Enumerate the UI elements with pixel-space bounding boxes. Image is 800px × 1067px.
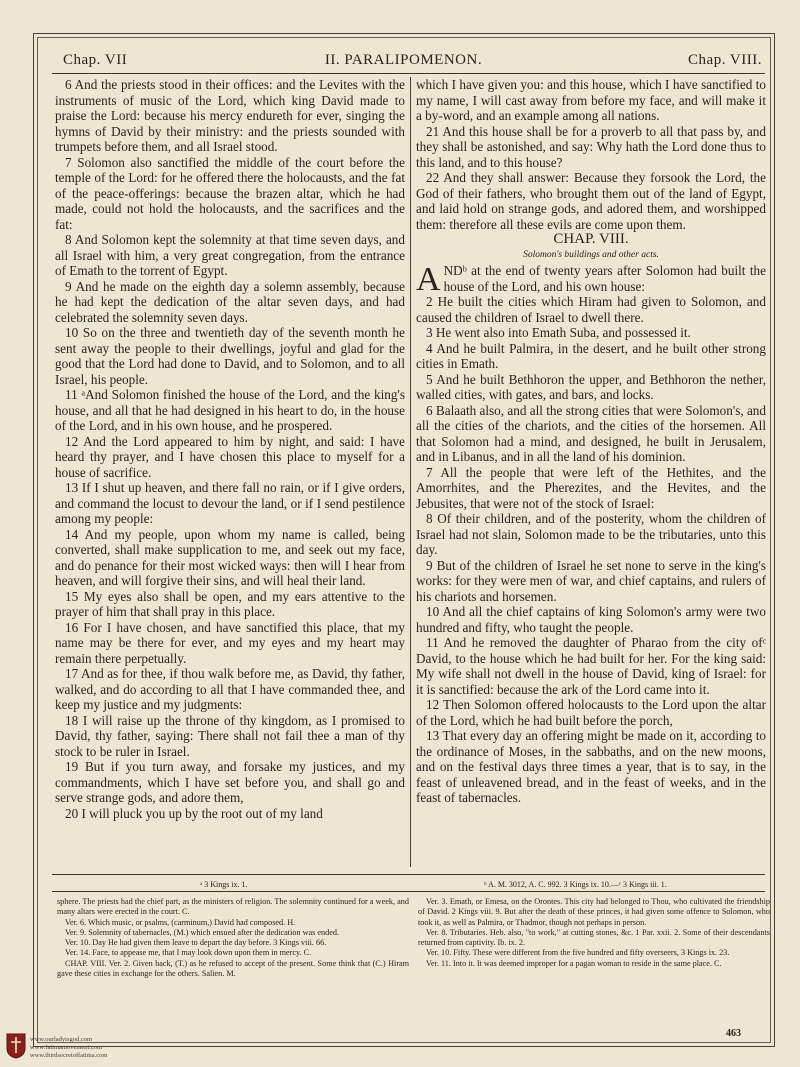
column-divider <box>410 77 411 867</box>
verse: 12 And the Lord appeared to him by night, and said: I have heard thy prayer, and I have chosen this place to myself for a house of sacrifice. <box>55 433 405 480</box>
footnote: CHAP. VIII. Ver. 2. Given back, (T.) as he refused to accept of the present. Some think that (C.) Hiram gave these cities in exchange for the others. Salien. M. <box>57 958 409 979</box>
chapter-first-verse <box>416 261 766 298</box>
footnote: sphere. The priests had the chief part, as the ministers of religion. The solemnity continued for a week, and many altars were erected in the court. C. <box>57 897 409 917</box>
verse: 19 But if you turn away, and forsake my justices, and my commandments, which I have set before you, and shall go and serve strange gods, and adore them, <box>55 759 405 805</box>
verse: 3 He went also into Emath Suba, and possessed it. <box>426 325 691 340</box>
cross-reference-right: ᵇ A. M. 3012, A. C. 992. 3 Kings ix. 10.—ᶜ 3 Kings iii. 1. <box>484 880 667 889</box>
verse: 14 And my people, upon whom my name is called, being converted, shall make supplication to me, and seek out my face, and do penance for their most wicked ways: then will I hear from heaven, and will forgive their sins, and will heal their land. <box>55 526 405 588</box>
verse: 7 Solomon also sanctified the middle of the court before the temple of the Lord: for he offered there the holocausts, and the fat of the peace-offerings: because the brazen altar, which he had made, could not hold the holocausts, and the sacrifices and the fat: <box>55 154 405 232</box>
verse: 16 For I have chosen, and have sanctified this place, that my name may be there for ever, and my eyes and my heart may remain there perpetually. <box>55 619 405 666</box>
verse: 18 I will raise up the throne of thy kingdom, as I promised to David, thy father, saying: There shall not fail thee a man of thy stock to be ruler in Israel. <box>55 712 405 759</box>
verse: 6 Balaath also, and all the strong cities that were Solomon's, and all the cities of the chariots, and the cities of the horsemen. All that Solomon had a mind, and designed, he built in Jerusalem, and in Libanus, and in all the land of his dominion. <box>416 402 766 464</box>
verse: 20 I will pluck you up by the root out of my land <box>65 805 323 821</box>
verse: 11 And he removed the daughter of Pharao from the city ofᶜ David, to the house which he had built for her. For the king said: My wife shall not dwell in the house of David, king of Israel: for it is sanctified: because the ark of the Lord came into it. <box>416 635 766 697</box>
verse: 6 And the priests stood in their offices: and the Levites with the instruments of music of the Lord, which king David made to praise the Lord: because his mercy endureth for ever, singing the hymns of David by their ministry: and the priests sounded with trumpets before them, and all Israel stood. <box>55 77 405 154</box>
verse: 5 And he built Bethhoron the upper, and Bethhoron the nether, walled cities, with gates, and bars, and locks. <box>416 371 766 402</box>
right-column <box>416 77 766 806</box>
verse: 15 My eyes also shall be open, and my ears attentive to the prayer of him that shall pray in this place. <box>55 588 405 619</box>
website-link[interactable]: www.ourladyisgod.com <box>30 1036 93 1043</box>
footnotes-left <box>57 897 409 979</box>
header-right: Chap. VIII. <box>688 52 762 68</box>
running-header <box>37 49 770 71</box>
notes-rule <box>52 891 765 892</box>
footnote: Ver. 10. Fifty. These were different from the five hundred and fifty overseers, 3 Kings ix. 23. <box>426 948 730 958</box>
footnote: Ver. 14. Face, to appease me, that I may look down upon them in mercy. C. <box>65 948 312 958</box>
cross-reference-left: ᵃ 3 Kings ix. 1. <box>200 880 248 889</box>
page-number: 463 <box>726 1028 741 1039</box>
footnote: Ver. 8. Tributaries. Heb. also, "to work," at cutting stones, &c. 1 Par. xxii. 2. Some of their descendants returned from captivity. Ib. ix. 2. <box>418 927 770 948</box>
header-rule <box>52 73 765 74</box>
header-title: II. PARALIPOMENON. <box>324 52 483 68</box>
left-column <box>55 77 405 821</box>
verse: 12 Then Solomon offered holocausts to the Lord upon the altar of the Lord, which he had built before the porch, <box>416 697 766 728</box>
footnote: Ver. 6. Which music, or psalms, (carminum,) David had composed. H. <box>65 917 296 927</box>
verse: 8 And Solomon kept the solemnity at that time seven days, and all Israel with him, a very great congregation, from the entrance of Emath to the torrent of Egypt. <box>55 232 405 278</box>
fatima-crest-icon <box>6 1033 26 1059</box>
verse: 9 But of the children of Israel he set none to serve in the king's works: for they were men of war, and chief captains, and rulers of his chariots and horsemen. <box>416 557 766 604</box>
verse: 10 And all the chief captains of king Solomon's army were two hundred and fifty, who taught the people. <box>416 604 766 635</box>
verse: 17 And as for thee, if thou walk before me, as David, thy father, walked, and do according to all that I have commanded thee, and keep my justice and my judgments: <box>55 666 405 712</box>
website-links <box>30 1036 107 1060</box>
footnote: Ver. 10. Day He had given them leave to depart the day before. 3 Kings viii. 66. <box>65 938 327 948</box>
website-link[interactable]: www.thirdsecretoffatima.com <box>30 1052 108 1059</box>
verse: 21 And this house shall be for a proverb to all that pass by, and they shall be astonished, and say: Why hath the Lord done thus to this land, and to this house? <box>416 123 766 170</box>
first-verse-text: NDᵇ at the end of twenty years after Solomon had built the house of the Lord, and his own house: <box>443 263 766 294</box>
verse: 11 ᵃAnd Solomon finished the house of the Lord, and the king's house, and all that he had designed in his heart to do, in the house of the Lord, and in his own house, and he prospered. <box>55 387 405 433</box>
verse: 4 And he built Palmira, in the desert, and he built other strong cities in Emath. <box>416 340 766 371</box>
verse: 13 If I shut up heaven, and there fall no rain, or if I give orders, and command the locust to devour the land, or if I send pestilence among my people: <box>55 480 405 526</box>
drop-cap: A <box>416 261 441 298</box>
verse: 10 So on the three and twentieth day of the seventh month he sent away the people to their dwellings, joyful and glad for the good that the Lord had done to David, and to Solomon, and to all Israel, his people. <box>55 325 405 387</box>
verse: 13 That every day an offering might be made on it, according to the ordinance of Moses, in the sabbaths, and on the new moons, and on the festival days three times a year, that is to say, in the feast of unleavened bread, and in the feast of weeks, and in the feast of tabernacles. <box>416 728 766 805</box>
verse: 22 And they shall answer: Because they forsook the Lord, the God of their fathers, who brought them out of the land of Egypt, and laid hold on strange gods, and adored them, and worshipped them: therefore all these evils are come upon them. <box>416 170 766 232</box>
text-bottom-rule <box>52 874 765 875</box>
chapter-subtitle: Solomon's buildings and other acts. <box>523 249 659 260</box>
chapter-title: CHAP. VIII. <box>553 231 629 247</box>
website-link[interactable]: www.fatimamovement.com <box>30 1044 103 1051</box>
footnote: Ver. 9. Solemnity of tabernacles, (M.) which ensued after the dedication was ended. <box>65 927 339 937</box>
footnote: Ver. 11. Into it. It was deemed improper for a pagan woman to reside in the same place. C. <box>426 958 722 968</box>
header-left: Chap. VII <box>63 52 128 68</box>
verse: 7 All the people that were left of the Hethites, and the Amorrhites, and the Pherezites, and the Hevites, and the Jebusites, that were not of the stock of Israel: <box>416 464 766 511</box>
footnote: Ver. 3. Emath, or Emesa, on the Orontes. This city had belonged to Thou, who cultivated the friendship of David. 2 Kings viii. 9. But after the death of these princes, it had given some offence to Solomon, who took it, as well as Palmira, or Thadmor, though not perhaps in person. <box>418 897 770 927</box>
verse: which I have given you: and this house, which I have sanctified to my name, I will cast away from before my face, and will make it a by-word, and an example among all nations. <box>416 77 766 123</box>
verse: 2 He built the cities which Hiram had given to Solomon, and caused the children of Israel to dwell there. <box>416 294 766 325</box>
verse: 9 And he made on the eighth day a solemn assembly, because he had kept the dedication of the altar seven days, and had celebrated the solemnity seven days. <box>55 278 405 325</box>
verse: 8 Of their children, and of the posterity, whom the children of Israel had not slain, Solomon made to be the tributaries, unto this day. <box>416 511 766 557</box>
footnotes-right <box>418 897 770 969</box>
